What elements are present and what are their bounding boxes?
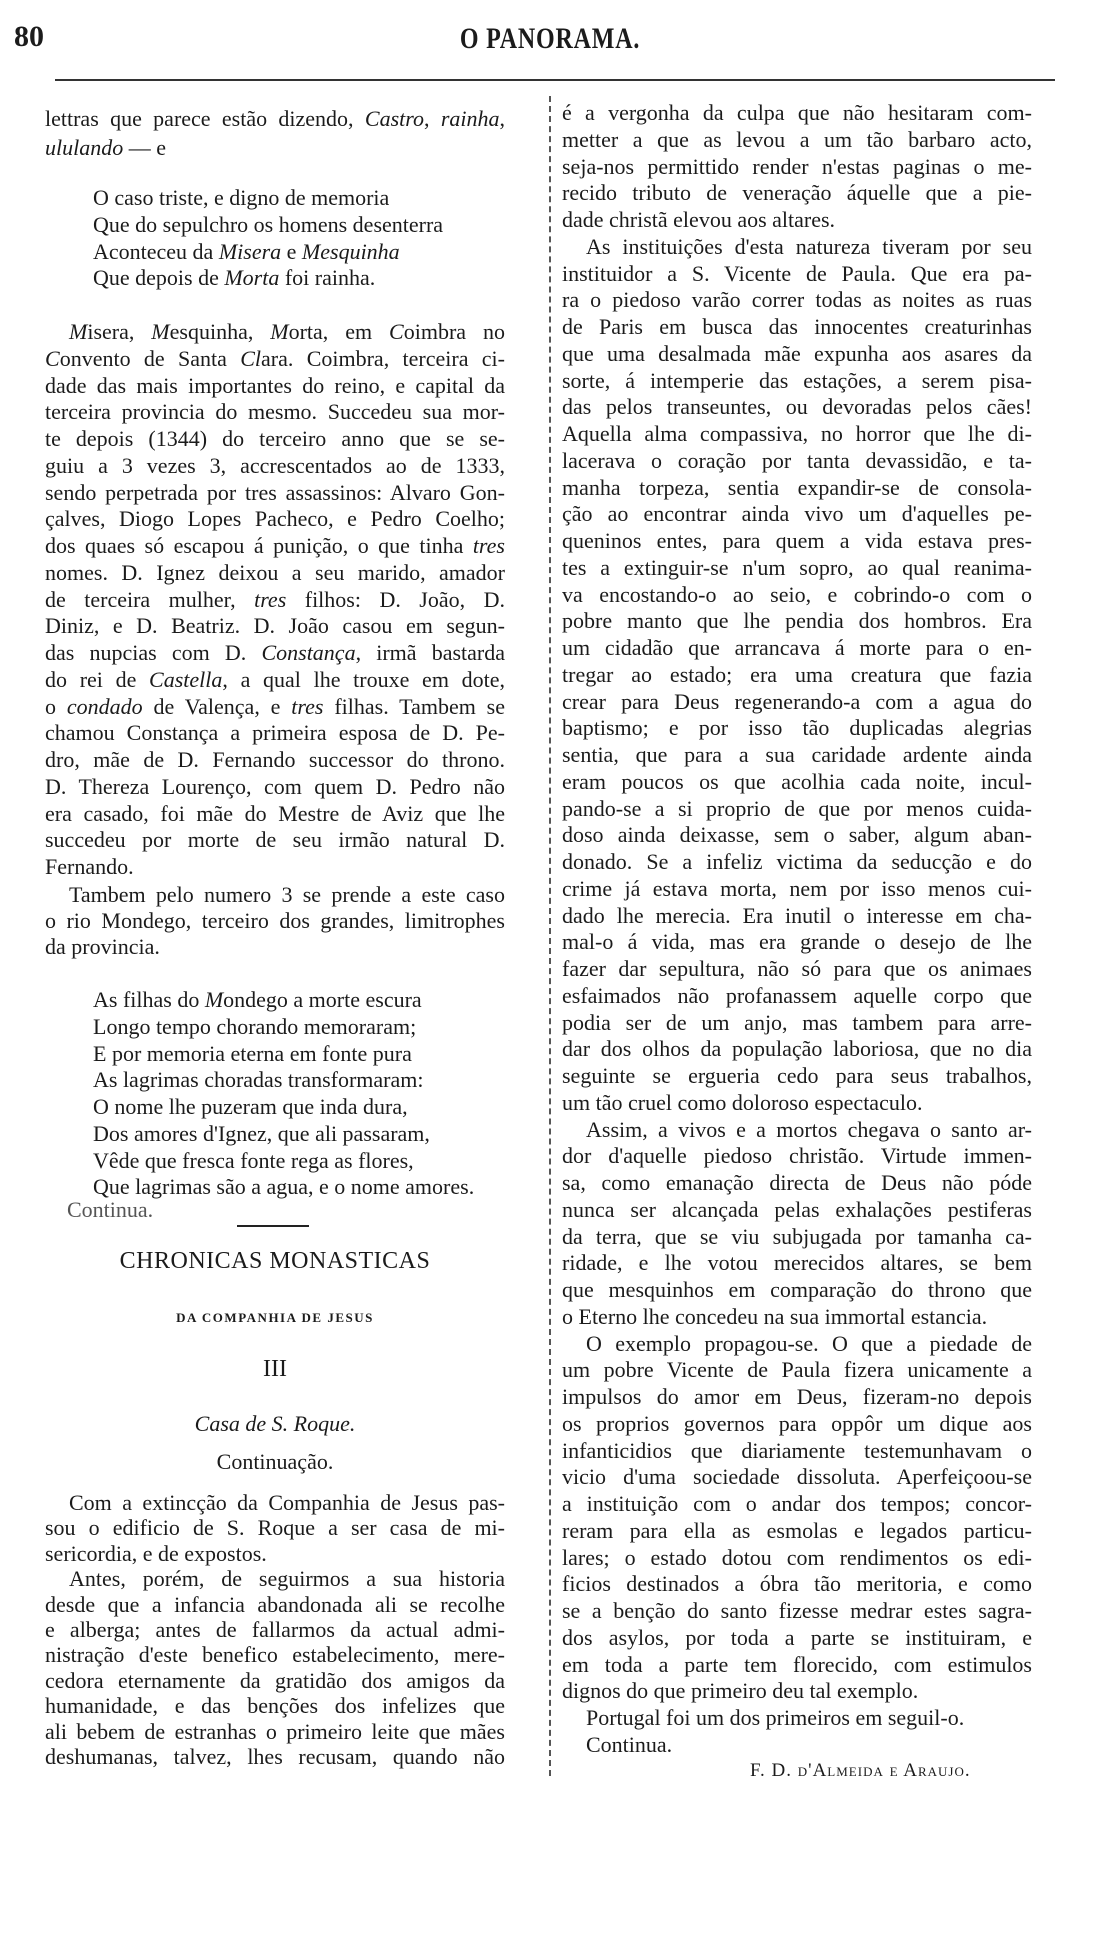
text-segment: foi rainha. (279, 265, 376, 291)
text-line (562, 1705, 1032, 1732)
text-line (562, 287, 1032, 314)
text-line (45, 640, 505, 667)
text-segment: seja-nos permittido render n'estas paginas o me- (562, 153, 1032, 179)
text-segment: , (499, 106, 505, 131)
text-segment: dro, mãe de D. Fernando successor do throno. (45, 747, 505, 772)
text-line (562, 608, 1032, 635)
text-line (562, 180, 1032, 207)
text-segment: pando-se a si proprio de que por menos cuida- (562, 795, 1032, 821)
text-line (562, 394, 1032, 421)
text-segment: , a qual lhe trouxe em dote, (222, 666, 506, 692)
text-segment: sou o edificio de S. Roque a ser casa de mi- (45, 1515, 505, 1541)
italic-text: ululando (45, 135, 124, 160)
text-line (93, 265, 513, 292)
text-segment: oimbra no (403, 319, 505, 344)
text-line (45, 1592, 505, 1617)
text-segment: podia ser de um anjo, mas tambem para arre- (562, 1009, 1032, 1035)
text-line (45, 1668, 505, 1693)
text-segment: nistração d'este benefico estabelecimento, mere- (45, 1642, 505, 1668)
text-line (562, 1143, 1032, 1170)
text-segment: é a vergonha da culpa que não hesitaram com- (562, 100, 1032, 125)
text-segment: Que do sepulchro os homens desenterra (93, 211, 444, 237)
text-line (562, 796, 1032, 823)
italic-text: Misera (218, 238, 282, 264)
text-line (562, 635, 1032, 662)
text-segment: ficios destinados a óbra tão meritoria, e como (562, 1571, 1032, 1597)
text-segment: de Valença, e (142, 693, 292, 719)
text-line (562, 421, 1032, 448)
text-segment: humanidade, e das benções dos infelizes que (45, 1693, 505, 1719)
text-segment: va encostando-o ao seio, e cobrindo-o com o (562, 581, 1032, 607)
text-segment: Aconteceu da (93, 238, 219, 264)
text-segment: filhos: D. João, D. (286, 586, 506, 612)
text-line (562, 1732, 1032, 1759)
text-line (45, 1566, 505, 1591)
italic-text: M (204, 987, 224, 1012)
text-segment: E por memoria eterna em fonte pura (93, 1040, 412, 1066)
newspaper-title: O PANORAMA. (459, 22, 641, 55)
text-line (562, 1036, 1032, 1063)
text-line (562, 1224, 1032, 1251)
text-segment: um pobre Vicente de Paula fizera unicamente a (562, 1357, 1032, 1383)
text-segment: crime já estava morta, nem por isso menos cui- (562, 875, 1032, 901)
text-line (45, 1719, 505, 1744)
text-line (562, 314, 1032, 341)
text-segment: As filhas do (93, 987, 205, 1012)
text-line (45, 346, 505, 373)
text-line (562, 501, 1032, 528)
continua-note-left: Continua. (67, 1197, 154, 1222)
italic-text: condado (66, 693, 143, 719)
text-segment: çalves, Diogo Lopes Pacheco, e Pedro Coelho; (45, 506, 505, 532)
text-segment: Aquella alma compassiva, no horror que lhe di- (562, 421, 1032, 446)
text-line (562, 261, 1032, 288)
text-segment: O caso triste, e digno de memoria (93, 185, 390, 210)
text-line (562, 662, 1032, 689)
text-line (562, 1652, 1032, 1679)
text-segment: e alberga; antes de fallarmos da actual admi- (45, 1616, 505, 1642)
column-divider (549, 96, 551, 1776)
text-segment: Longo tempo chorando memoraram; (93, 1013, 417, 1039)
text-line (562, 956, 1032, 983)
text-line (45, 908, 505, 934)
text-segment: da provincia. (45, 934, 160, 959)
text-segment: ridade, e lhe votou merecidos altares, se bem (562, 1250, 1032, 1276)
text-line (562, 1571, 1032, 1598)
text-line (45, 720, 505, 747)
text-segment: ali bebem de estranhas o primeiro leite que mães (45, 1718, 505, 1744)
text-segment: das pelos transeuntes, ou devoradas pelos cães! (562, 394, 1032, 420)
text-segment: um cidadão que arrancava á morte para o en- (562, 635, 1032, 660)
text-segment: queninos entes, para quem a vida estava pres- (562, 528, 1032, 553)
text-segment: — e (123, 135, 166, 160)
text-segment: Que depois de (93, 265, 225, 291)
text-line (562, 582, 1032, 609)
text-segment: dado lhe merecia. Era inutil o interesse em cha- (562, 902, 1032, 928)
text-line (562, 769, 1032, 796)
text-line (93, 239, 513, 266)
text-segment: succedeu por morte de seu irmão natural D. (45, 827, 505, 853)
text-line (562, 1357, 1032, 1384)
text-line (562, 903, 1032, 930)
text-line (45, 480, 505, 507)
italic-text: M (69, 319, 88, 344)
text-segment: de Paris em busca das innocentes creaturinhas (562, 314, 1032, 339)
text-segment: da terra, que se viu subjugada por tamanha ca- (562, 1223, 1032, 1249)
text-segment: esquinha, (169, 319, 271, 344)
text-segment: tes a extinguir-se n'um sopro, ao qual reanima- (562, 554, 1032, 580)
section-title: CHRONICAS MONASTICAS (119, 1248, 431, 1274)
text-line (562, 1438, 1032, 1465)
text-line (45, 587, 505, 614)
text-line (562, 1304, 1032, 1331)
text-segment: recido tributo de veneração áquelle que a pie- (562, 180, 1032, 206)
text-segment: dos asylos, por toda a parte se instituiram, e (562, 1624, 1032, 1650)
text-line (45, 882, 505, 908)
text-segment: Que lagrimas são a agua, e o nome amores. (93, 1174, 475, 1200)
text-line (562, 849, 1032, 876)
text-segment: Com a extincção da Companhia de Jesus pas- (69, 1490, 505, 1515)
text-line (93, 1094, 505, 1121)
text-segment: , irmã bastarda (355, 640, 506, 665)
text-segment: tregar ao estado; era uma creatura que fazia (562, 661, 1032, 687)
author-signature: F. D. d'Almeida e Araujo. (750, 1760, 971, 1781)
text-segment: vicio d'uma sociedade dissoluta. Aperfeiçoou-se (562, 1464, 1032, 1490)
text-line (45, 1744, 505, 1769)
left-paragraph-mondego (45, 882, 505, 960)
italic-text: tres (254, 586, 287, 612)
text-segment: instituidor a S. Vicente de Paula. Que era pa- (562, 260, 1032, 286)
text-line (93, 185, 513, 212)
text-line (562, 207, 1032, 234)
text-line (562, 1197, 1032, 1224)
text-line (93, 1121, 505, 1148)
text-segment: te depois (1344) do terceiro anno que se se- (45, 426, 505, 451)
text-segment: D. Thereza Lourenço, com quem D. Pedro não (45, 773, 505, 799)
text-segment: sendo perpetrada por tres assassinos: Alvaro Gon- (45, 479, 505, 505)
italic-text: Morta (224, 265, 280, 291)
text-segment: baptismo; e por isso tão duplicadas alegrias (562, 715, 1032, 741)
text-line (93, 1014, 505, 1041)
text-line (562, 154, 1032, 181)
text-segment: ção ao encontrar ainda vivo um d'aquelles pe- (562, 501, 1032, 527)
italic-text: tres (291, 693, 324, 719)
text-segment: se a benção do santo fizesse medrar estes sagra- (562, 1598, 1032, 1623)
text-line (45, 133, 505, 162)
text-line (45, 1642, 505, 1667)
text-segment: chamou Constança a primeira esposa de D. Pe- (45, 720, 505, 746)
text-line (45, 373, 505, 400)
text-segment: que uma desalmada mãe expunha aos asares da (562, 340, 1032, 366)
text-segment: lettras que parece estão dizendo, (45, 106, 365, 131)
text-line (562, 1277, 1032, 1304)
text-segment: terceira provincia do mesmo. Succedeu sua mor- (45, 399, 505, 425)
text-segment: das nupcias com D. (45, 640, 262, 665)
text-segment: O exemplo propagou-se. O que a piedade de (586, 1330, 1032, 1356)
text-line (45, 1617, 505, 1642)
text-segment: Diniz, e D. Beatriz. D. João casou em segun- (45, 613, 505, 639)
text-segment: lares; o estado dotou com rendimentos os edi- (562, 1544, 1032, 1570)
text-line (562, 448, 1032, 475)
text-segment: Tambem pelo numero 3 se prende a este caso (69, 882, 505, 907)
italic-text: Castella (149, 666, 223, 692)
italic-text: Mesquinha (301, 238, 400, 264)
text-line (45, 560, 505, 587)
text-line (562, 528, 1032, 555)
text-segment: Continua. (586, 1731, 673, 1757)
text-line (93, 987, 505, 1014)
text-line (562, 1170, 1032, 1197)
text-segment: eram poucos os que acolhia cada noite, incul- (562, 768, 1032, 794)
text-segment: nunca ser alcançada pelas exhalações pestiferas (562, 1196, 1032, 1222)
text-line (562, 234, 1032, 261)
text-segment: dos quaes só escapou á punição, o que tinha (45, 533, 473, 558)
text-line (45, 827, 505, 854)
text-segment: onvento de Santa (59, 345, 241, 371)
text-segment: mal-o á vida, mas era grande o desejo de lhe (562, 929, 1032, 955)
header-rule (55, 79, 1055, 81)
chapter-title: Casa de S. Roque. (194, 1411, 356, 1436)
text-segment: a instituição com o andar dos tempos; concor- (562, 1491, 1032, 1516)
text-line (45, 426, 505, 453)
text-segment: guiu a 3 vezes 3, accrescentados ao de 1333, (45, 452, 505, 478)
text-segment: ra o piedoso varão correr todas as noites as ruas (562, 287, 1032, 313)
text-line (93, 212, 513, 239)
text-segment: fazer dar sepultura, não só para que os animaes (562, 956, 1032, 981)
text-segment: e (281, 238, 302, 264)
text-line (562, 983, 1032, 1010)
text-segment: crear para Deus regenerando-a com a agua do (562, 688, 1032, 714)
text-line (45, 1490, 505, 1515)
text-line (45, 319, 505, 346)
italic-text: Castro (364, 106, 424, 131)
text-line (93, 1067, 505, 1094)
text-line (562, 341, 1032, 368)
text-line (45, 506, 505, 533)
text-line (562, 876, 1032, 903)
text-line (45, 774, 505, 801)
left-paragraph-roque (45, 1490, 505, 1769)
italic-text: Constança (261, 640, 356, 665)
text-line (562, 929, 1032, 956)
text-segment: orta, em (288, 319, 390, 344)
text-line (562, 1117, 1032, 1144)
text-segment: Assim, a vivos e a mortos chegava o santo ar- (586, 1116, 1032, 1142)
text-segment: Portugal foi um dos primeiros em seguil-o. (586, 1705, 965, 1730)
text-line (562, 822, 1032, 849)
italic-text: tres (472, 533, 505, 558)
right-column-text (562, 100, 1032, 1759)
text-line (45, 533, 505, 560)
italic-text: C (45, 345, 60, 371)
text-segment: impulsos do amor em Deus, fizeram-no depois (562, 1384, 1032, 1409)
text-segment: o rio Mondego, terceiro dos grandes, limitrophes (45, 908, 505, 933)
text-line (562, 100, 1032, 127)
text-segment: um tão cruel como doloroso espectaculo. (562, 1089, 923, 1115)
text-line (93, 1041, 505, 1068)
italic-text: M (270, 319, 289, 344)
text-segment: de terceira mulher, (45, 586, 255, 612)
text-segment: Vêde que fresca fonte rega as flores, (93, 1147, 414, 1173)
text-segment: dignos do que primeiro deu tal exemplo. (562, 1678, 919, 1704)
text-segment: ondego a morte escura (223, 987, 422, 1012)
text-line (562, 1063, 1032, 1090)
page-number: 80 (14, 20, 44, 53)
italic-text: C (389, 319, 404, 344)
text-segment: pobre manto que lhe pendia dos hombros. Era (562, 608, 1032, 634)
text-segment: infanticidios que diariamente testemunhavam o (562, 1437, 1032, 1463)
text-line (45, 667, 505, 694)
text-line (562, 368, 1032, 395)
italic-text: Cl (240, 345, 262, 371)
text-segment: sa, como emanação directa de Deus não póde (562, 1170, 1032, 1195)
text-line (562, 1598, 1032, 1625)
text-line (45, 747, 505, 774)
text-segment: esfaimados não profanassem aquelle corpo que (562, 982, 1032, 1008)
chapter-continuation: Continuação. (216, 1449, 334, 1474)
italic-text: rainha (440, 106, 500, 131)
text-line (562, 1331, 1032, 1358)
text-line (562, 1010, 1032, 1037)
left-paragraph-misera (45, 319, 505, 881)
text-line (45, 801, 505, 828)
text-line (45, 399, 505, 426)
text-segment: em toda a parte tem florecido, com estimulos (562, 1651, 1032, 1677)
text-line (45, 453, 505, 480)
text-segment: nomes. D. Ignez deixou a seu marido, amador (45, 559, 505, 585)
text-segment: dade christã elevou aos altares. (562, 207, 836, 232)
text-line (562, 127, 1032, 154)
text-line (45, 613, 505, 640)
text-segment: O nome lhe puzeram que inda dura, (93, 1094, 408, 1119)
text-line (562, 1384, 1032, 1411)
text-line (562, 1625, 1032, 1652)
text-line (45, 934, 505, 960)
text-line (45, 104, 505, 133)
italic-text: M (151, 319, 170, 344)
text-segment: Antes, porém, de seguirmos a sua historia (69, 1566, 505, 1592)
text-segment: donado. Se a infeliz victima da seducção e do (562, 849, 1032, 874)
text-segment: que mesquinhos em comparação do throno que (562, 1277, 1032, 1302)
text-segment: cedora eternamente da gratidão dos amigos da (45, 1667, 505, 1693)
text-segment: sentia, que para a sua caridade ardente ainda (562, 742, 1032, 767)
text-line (562, 555, 1032, 582)
poem-stanza-2 (93, 987, 505, 1201)
text-line (45, 854, 505, 881)
text-segment: doso ainda deixasse, sem o saber, algum aban- (562, 822, 1032, 848)
text-segment: deshumanas, talvez, lhes recusam, quando não (45, 1743, 505, 1769)
text-segment: As lagrimas choradas transformaram: (93, 1067, 424, 1093)
text-line (93, 1174, 505, 1201)
text-segment: desde que a infancia abandonada ali se recolhe (45, 1591, 505, 1617)
text-line (45, 694, 505, 721)
poem-stanza-1 (93, 185, 513, 292)
text-line (562, 742, 1032, 769)
text-segment: do rei de (45, 666, 150, 692)
text-segment: o (45, 693, 67, 719)
text-line (562, 1250, 1032, 1277)
text-segment: seguinte se ergueria cedo para seus trabalhos, (562, 1063, 1032, 1088)
text-segment: o Eterno lhe concedeu na sua immortal estancia. (562, 1303, 988, 1329)
text-line (45, 1541, 505, 1566)
text-line (562, 715, 1032, 742)
chapter-number: III (263, 1356, 287, 1382)
text-segment: As instituições d'esta natureza tiveram por seu (586, 233, 1032, 259)
text-line (562, 475, 1032, 502)
text-line (562, 1678, 1032, 1705)
text-segment: sorte, á intemperie das estações, a serem pisa- (562, 367, 1032, 393)
text-segment: dade das mais importantes do reino, e capital da (45, 372, 505, 398)
text-segment: manha torpeza, sentia expandir-se de consola- (562, 474, 1032, 500)
text-line (562, 1464, 1032, 1491)
text-segment: ara. Coimbra, terceira ci- (261, 345, 505, 371)
text-segment: era casado, foi mãe do Mestre de Aviz que lhe (45, 800, 505, 826)
text-segment: Fernando. (45, 854, 134, 879)
text-segment: os proprios governos para oppôr um dique aos (562, 1410, 1032, 1436)
section-subtitle: DA COMPANHIA DE JESUS (176, 1310, 374, 1325)
text-line (562, 1491, 1032, 1518)
text-line (562, 1411, 1032, 1438)
text-line (562, 1518, 1032, 1545)
text-segment: isera, (87, 319, 152, 344)
text-line (93, 1148, 505, 1175)
text-line (45, 1693, 505, 1718)
text-segment: Dos amores d'Ignez, que ali passaram, (93, 1120, 430, 1146)
text-line (562, 1090, 1032, 1117)
section-rule (237, 1225, 309, 1227)
text-segment: lacerava o coração por tanta devassidão, e ta- (562, 447, 1032, 473)
text-line (562, 689, 1032, 716)
text-line (562, 1545, 1032, 1572)
left-paragraph-intro (45, 104, 505, 162)
text-segment: dor d'aquelle piedoso christão. Virtude immen- (562, 1143, 1032, 1169)
text-segment: filhas. Tambem se (323, 693, 506, 719)
text-segment: metter a que as levou a um tão barbaro acto, (562, 126, 1032, 152)
text-segment: reram para ella as esmolas e legados particu- (562, 1517, 1032, 1543)
text-segment: sericordia, e de expostos. (45, 1540, 267, 1566)
text-line (45, 1515, 505, 1540)
text-segment: dar dos olhos da população laboriosa, que no dia (562, 1036, 1032, 1062)
text-segment: , (423, 106, 441, 131)
